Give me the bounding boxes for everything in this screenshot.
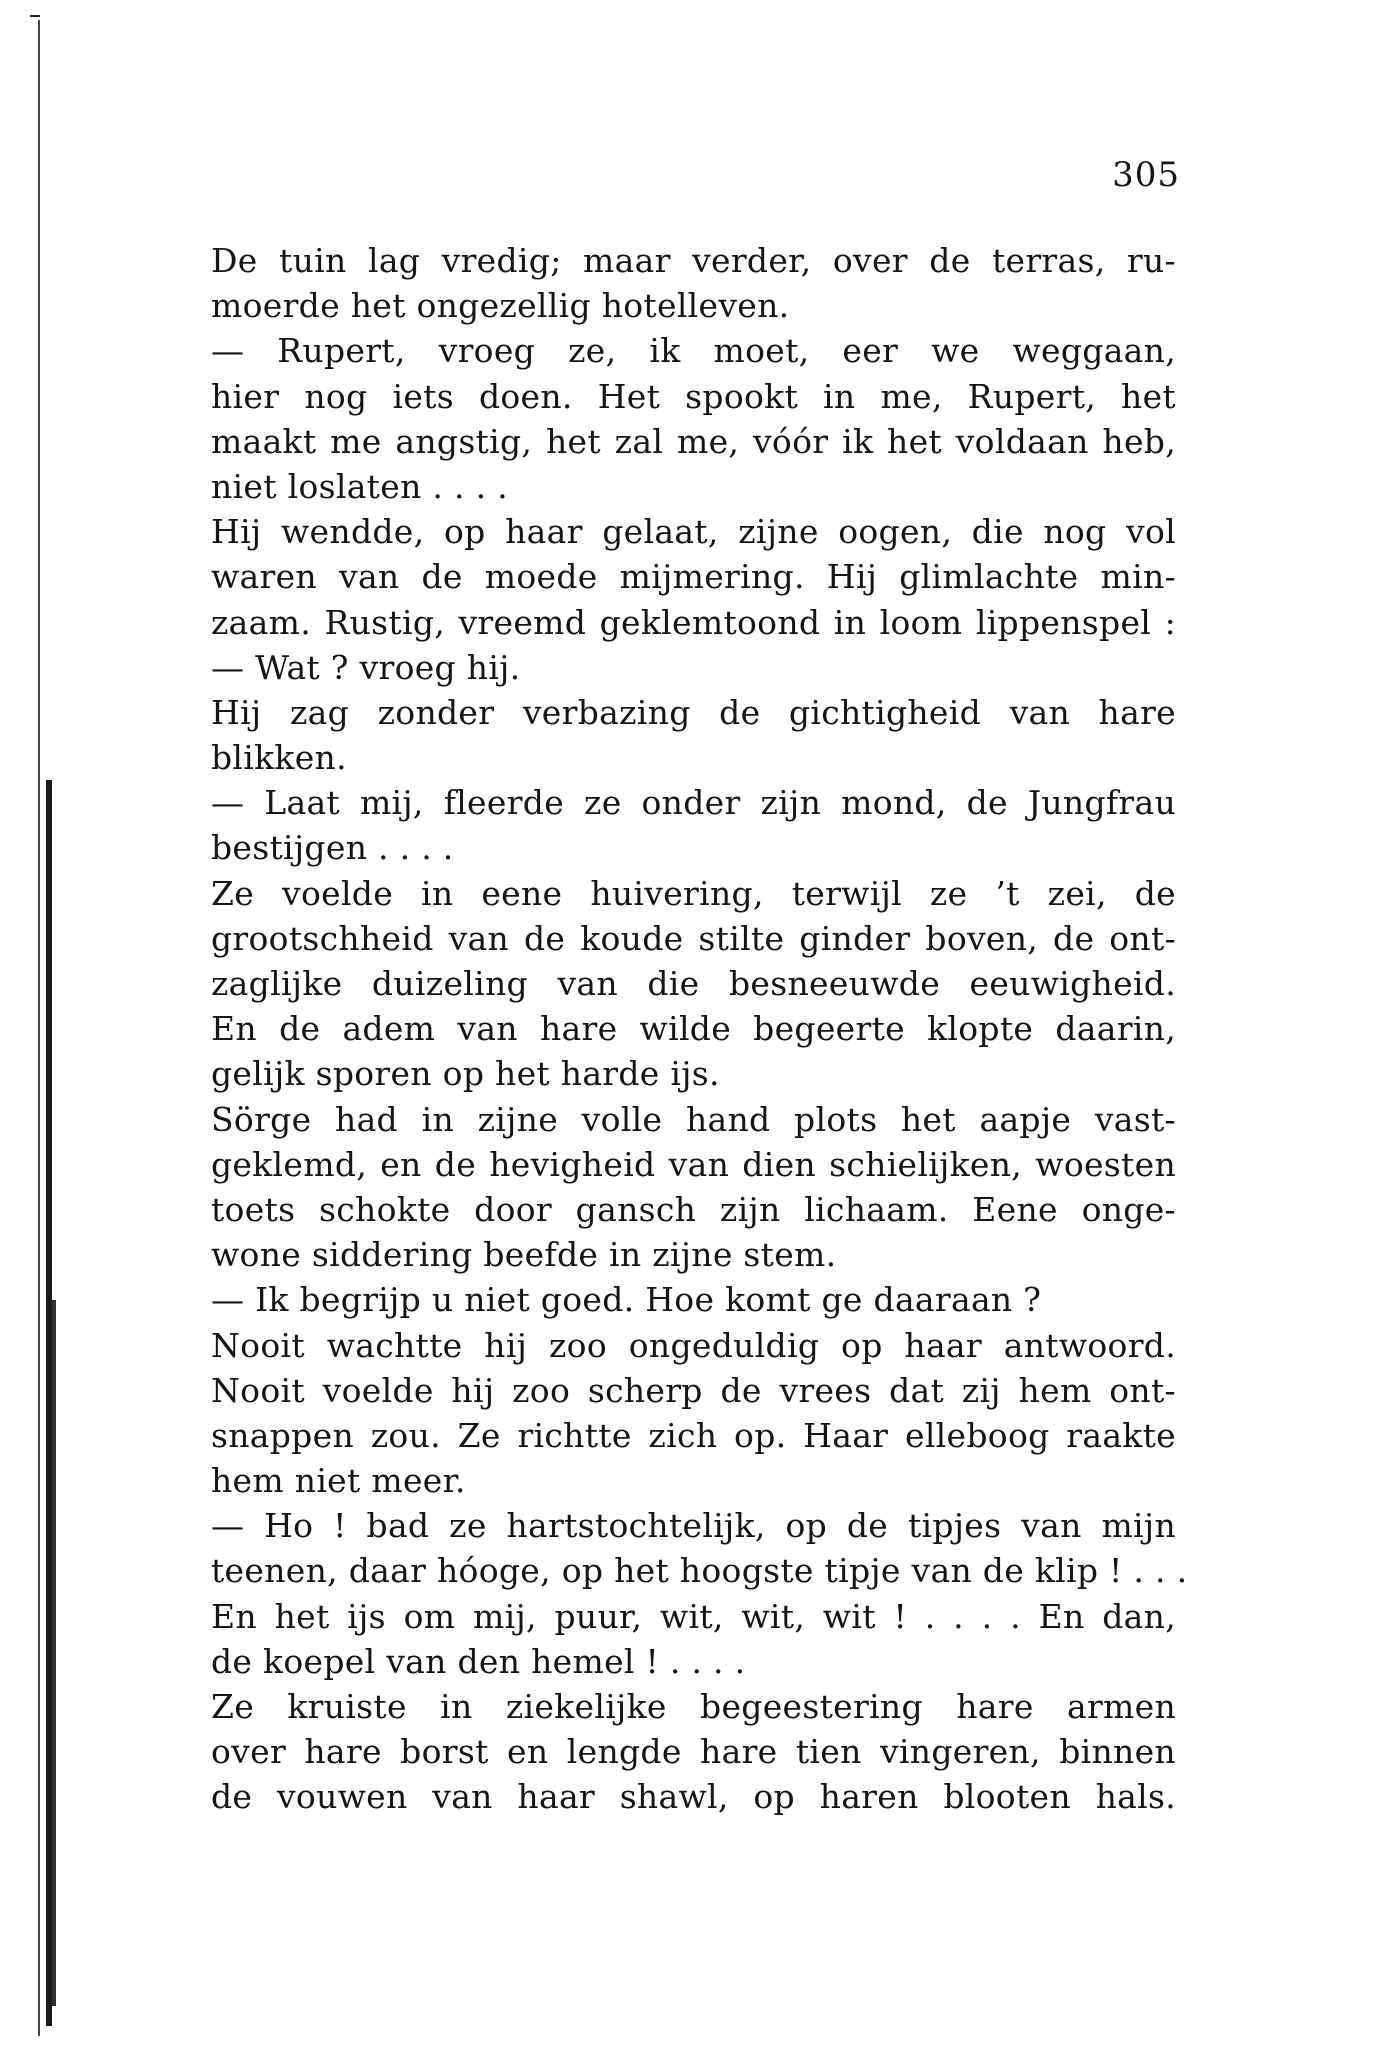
- page-number: 305: [1112, 155, 1180, 195]
- text-line: maakt me angstig, het zal me, vóór ik het voldaan heb,: [211, 421, 1176, 461]
- body-text: [211, 238, 1188, 1820]
- text-line: wone siddering beefde in zijne stem.: [211, 1235, 837, 1275]
- text-line: De tuin lag vredig; maar verder, over de terras, ru-: [211, 241, 1176, 280]
- text-line: de koepel van den hemel ! . . . .: [211, 1641, 746, 1681]
- text-line: hier nog iets doen. Het spookt in me, Rupert, het: [211, 376, 1176, 416]
- text-line: hem niet meer.: [211, 1461, 466, 1501]
- text-line: Hij wendde, op haar gelaat, zijne oogen, die nog vol: [211, 512, 1176, 552]
- text-line: de vouwen van haar shawl, op haren blooten hals.: [211, 1777, 1176, 1817]
- text-line: niet loslaten . . . .: [211, 466, 508, 506]
- text-line: teenen, daar hóoge, op het hoogste tipje van de klip ! . . .: [211, 1551, 1188, 1591]
- text-line: gelijk sporen op het harde ijs.: [211, 1054, 720, 1094]
- text-line: Nooit wachtte hij zoo ongeduldig op haar antwoord.: [211, 1325, 1176, 1365]
- text-line: — Laat mij, fleerde ze onder zijn mond, de Jungfrau: [211, 783, 1176, 823]
- text-line: zaglijke duizeling van die besneeuwde eeuwigheid.: [211, 964, 1176, 1003]
- text-line: moerde het ongezellig hotelleven.: [211, 286, 790, 326]
- text-line: — Ho ! bad ze hartstochtelijk, op de tipjes van mijn: [211, 1506, 1176, 1546]
- text-line: geklemd, en de hevigheid van dien schielijken, woesten: [211, 1144, 1176, 1184]
- text-line: grootschheid van de koude stilte ginder boven, de ont-: [211, 918, 1176, 958]
- scan-binding-shadow-lower: [52, 1300, 56, 2006]
- text-line: over hare borst en lengde hare tien vingeren, binnen: [211, 1732, 1176, 1772]
- text-line: Hij zag zonder verbazing de gichtigheid van hare: [211, 692, 1176, 732]
- text-line: — Ik begrijp u niet goed. Hoe komt ge daaraan ?: [211, 1280, 1042, 1320]
- text-line: — Rupert, vroeg ze, ik moet, eer we weggaan,: [211, 331, 1176, 371]
- text-line: Sörge had in zijne volle hand plots het aapje vast-: [211, 1099, 1176, 1139]
- text-line: En de adem van hare wilde begeerte klopte daarin,: [211, 1009, 1176, 1049]
- text-line: zaam. Rustig, vreemd geklemtoond in loom lippenspel :: [211, 602, 1176, 642]
- text-line: waren van de moede mijmering. Hij glimlachte min-: [211, 557, 1176, 597]
- text-line: En het ijs om mij, puur, wit, wit, wit ! . . . . En dan,: [211, 1596, 1176, 1636]
- text-line: bestijgen . . . .: [211, 828, 454, 868]
- text-line: Nooit voelde hij zoo scherp de vrees dat zij hem ont-: [211, 1370, 1176, 1410]
- text-line: — Wat ? vroeg hij.: [211, 647, 521, 687]
- text-line: blikken.: [211, 738, 347, 778]
- scan-edge-mark: [30, 15, 40, 17]
- text-line: Ze voelde in eene huivering, terwijl ze ’t zei, de: [211, 873, 1176, 913]
- scan-binding-edge: [38, 20, 40, 2036]
- text-line: toets schokte door gansch zijn lichaam. Eene onge-: [211, 1189, 1176, 1229]
- text-line: snappen zou. Ze richtte zich op. Haar elleboog raakte: [211, 1415, 1176, 1455]
- text-line: Ze kruiste in ziekelijke begeestering hare armen: [211, 1687, 1176, 1726]
